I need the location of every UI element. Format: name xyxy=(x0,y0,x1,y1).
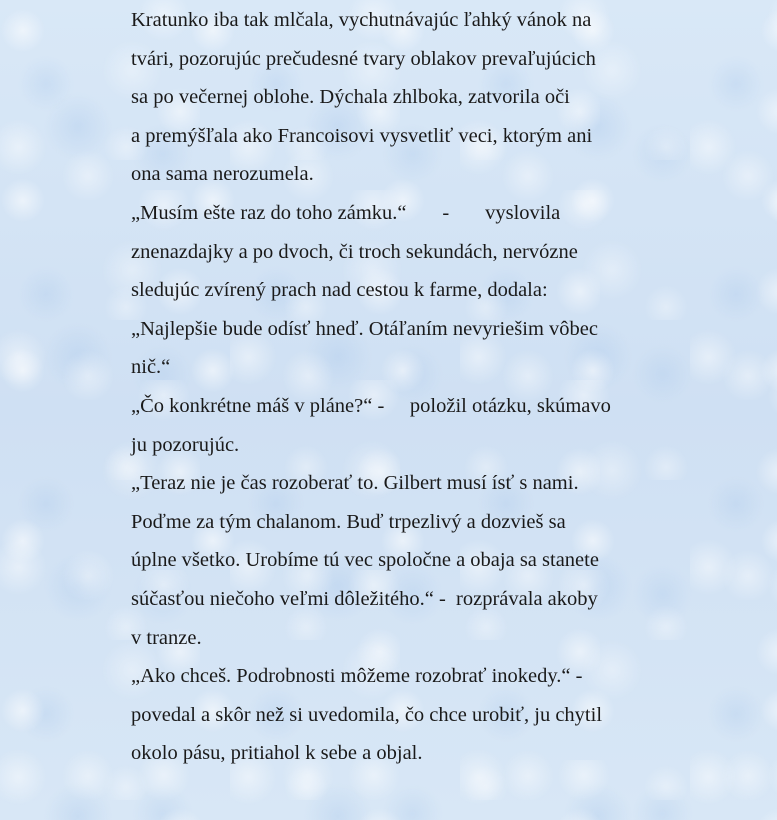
text-line: „Musím ešte raz do toho zámku.“ - vyslovila xyxy=(131,201,561,224)
text-line: „Najlepšie bude odísť hneď. Otáľaním nevyriešim vôbec xyxy=(131,317,598,340)
text-line: nič.“ xyxy=(131,356,171,379)
text-line: sa po večernej oblohe. Dýchala zhlboka, zatvorila oči xyxy=(131,86,570,109)
text-line: Kratunko iba tak mlčala, vychutnávajúc ľahký vánok na xyxy=(131,9,592,31)
text-line: Poďme za tým chalanom. Buď trpezlivý a dozvieš sa xyxy=(131,510,566,533)
text-line: „Teraz nie je čas rozoberať to. Gilbert musí ísť s nami. xyxy=(131,472,579,495)
text-line: znenazdajky a po dvoch, či troch sekundách, nervózne xyxy=(131,240,578,263)
text-line: úplne všetko. Urobíme tú vec spoločne a obaja sa stanete xyxy=(131,549,599,572)
text-body xyxy=(131,1,676,773)
text-line: tvári, pozorujúc prečudesné tvary oblakov prevaľujúcich xyxy=(131,47,596,70)
text-line: v tranze. xyxy=(131,626,202,649)
text-line: a premýšľala ako Francoisovi vysvetliť veci, ktorým ani xyxy=(131,124,593,147)
text-line: sledujúc zvírený prach nad cestou k farme, dodala: xyxy=(131,279,548,302)
text-line: povedal a skôr než si uvedomila, čo chce urobiť, ju chytil xyxy=(131,703,603,726)
text-line: „Ako chceš. Podrobnosti môžeme rozobrať inokedy.“ - xyxy=(131,665,583,688)
text-line: ona sama nerozumela. xyxy=(131,163,314,186)
text-line: „Čo konkrétne máš v pláne?“ - položil otázku, skúmavo xyxy=(131,394,611,417)
text-line: súčasťou niečoho veľmi dôležitého.“ - rozprávala akoby xyxy=(131,587,598,610)
text-line: ju pozorujúc. xyxy=(131,433,240,456)
text-line: okolo pásu, pritiahol k sebe a objal. xyxy=(131,742,423,765)
